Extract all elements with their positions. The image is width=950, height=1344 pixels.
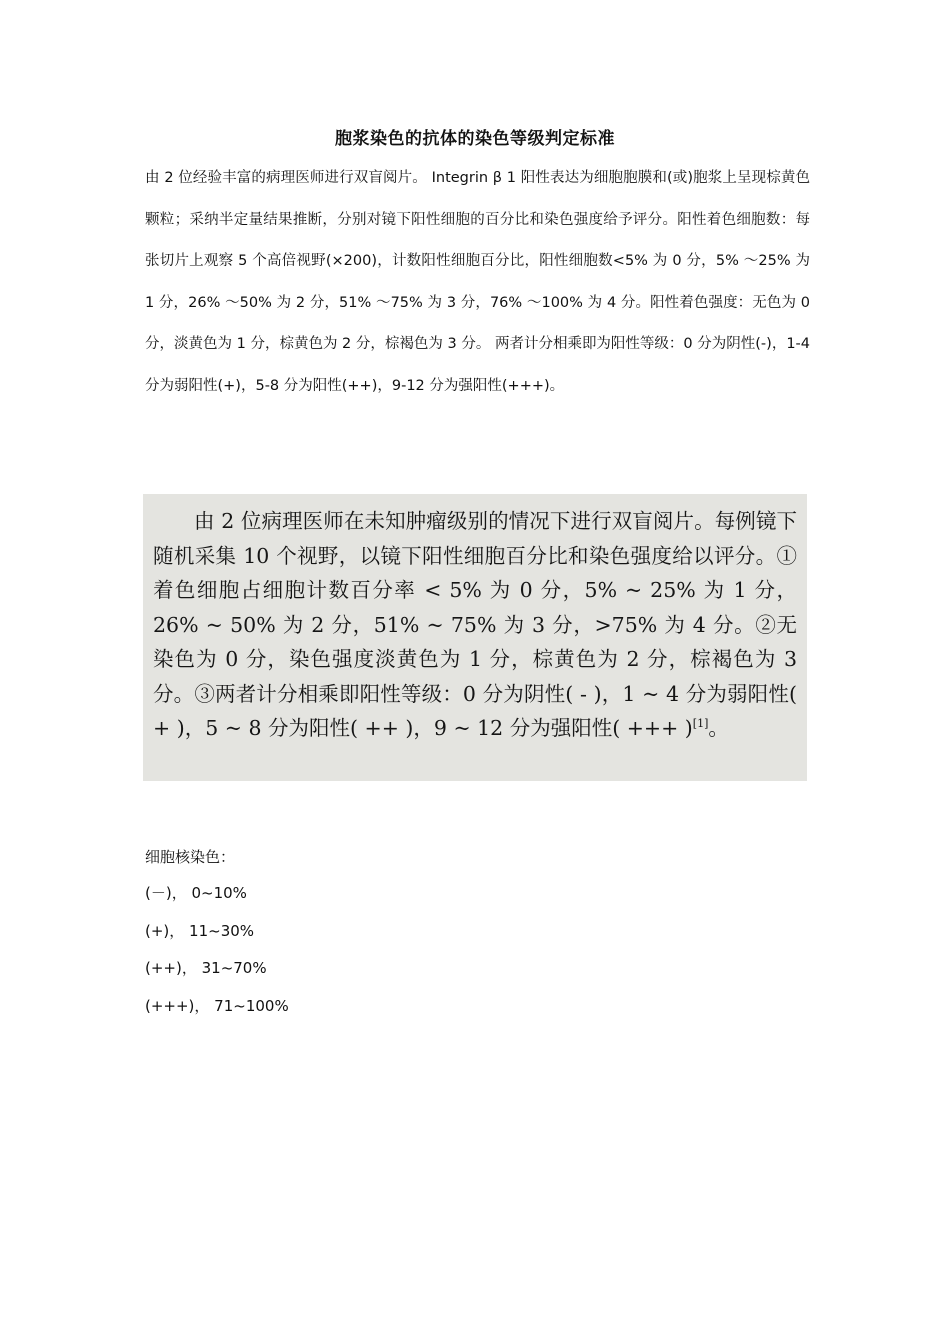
nuclear-staining-section [145,843,545,1029]
nuclear-staining-list [145,879,545,1029]
list-item: (+)， 11~30% [145,921,255,940]
citation-marker: [1] [692,717,709,730]
nuclear-staining-heading: 细胞核染色： [145,848,236,866]
list-item: (++)， 31~70% [145,959,267,977]
intro-paragraph [145,158,810,407]
intro-text: 由 2 位经验丰富的病理医师进行双盲阅片。 Integrin β 1 阳性表达为细胞胞膜和(或)胞浆上呈现棕黄色颗粒；采纳半定量结果推断，分别对镜下阳性细胞的百分比和染色强度给予评分。阳性着色细胞数：每张切片上观察 5 个高倍视野(×200)，计数阳性细胞百分比，阳性细胞数<5% 为 0 分，5% ～25% 为 1 分，26% ～50% 为 2 分，51% ～75% 为 3 分，76% ～100% 为 4 分。阳性着色强度：无色为 0 分，淡黄色为 1 分，棕黄色为 2 分，棕褐色为 3 分。 两者计分相乘即为阳性等级：0 分为阴性(-)，1-4 分为弱阳性(+)，5-8 分为阳性(++)，9-12 分为强阳性(+++)。 [145,170,810,394]
scanned-excerpt-end-mark: 。 [708,716,729,740]
scanned-excerpt-text: 由 2 位病理医师在未知肿瘤级别的情况下进行双盲阅片。每例镜下随机采集 10 个视野，以镜下阳性细胞百分比和染色强度给以评分。①着色细胞占细胞计数百分率 < 5% 为 0 分，5% ~ 25% 为 1 分，26% ~ 50% 为 2 分，51% ~ 75% 为 3 分，>75% 为 4 分。②无染色为 0 分，染色强度淡黄色为 1 分，棕黄色为 2 分，棕褐色为 3 分。③两者计分相乘即阳性等级：0 分为阴性( - )，1 ~ 4 分为弱阳性( + )，5 ~ 8 分为阳性( ++ )，9 ~ 12 分为强阳性( +++ ) [153,509,797,740]
list-item: (－)， 0~10% [145,884,247,902]
list-item: (+++)， 71~100% [145,996,289,1015]
page-title: 胞浆染色的抗体的染色等级判定标准 [335,129,615,149]
scanned-excerpt-paragraph [153,504,797,746]
scanned-excerpt-image [143,494,807,781]
